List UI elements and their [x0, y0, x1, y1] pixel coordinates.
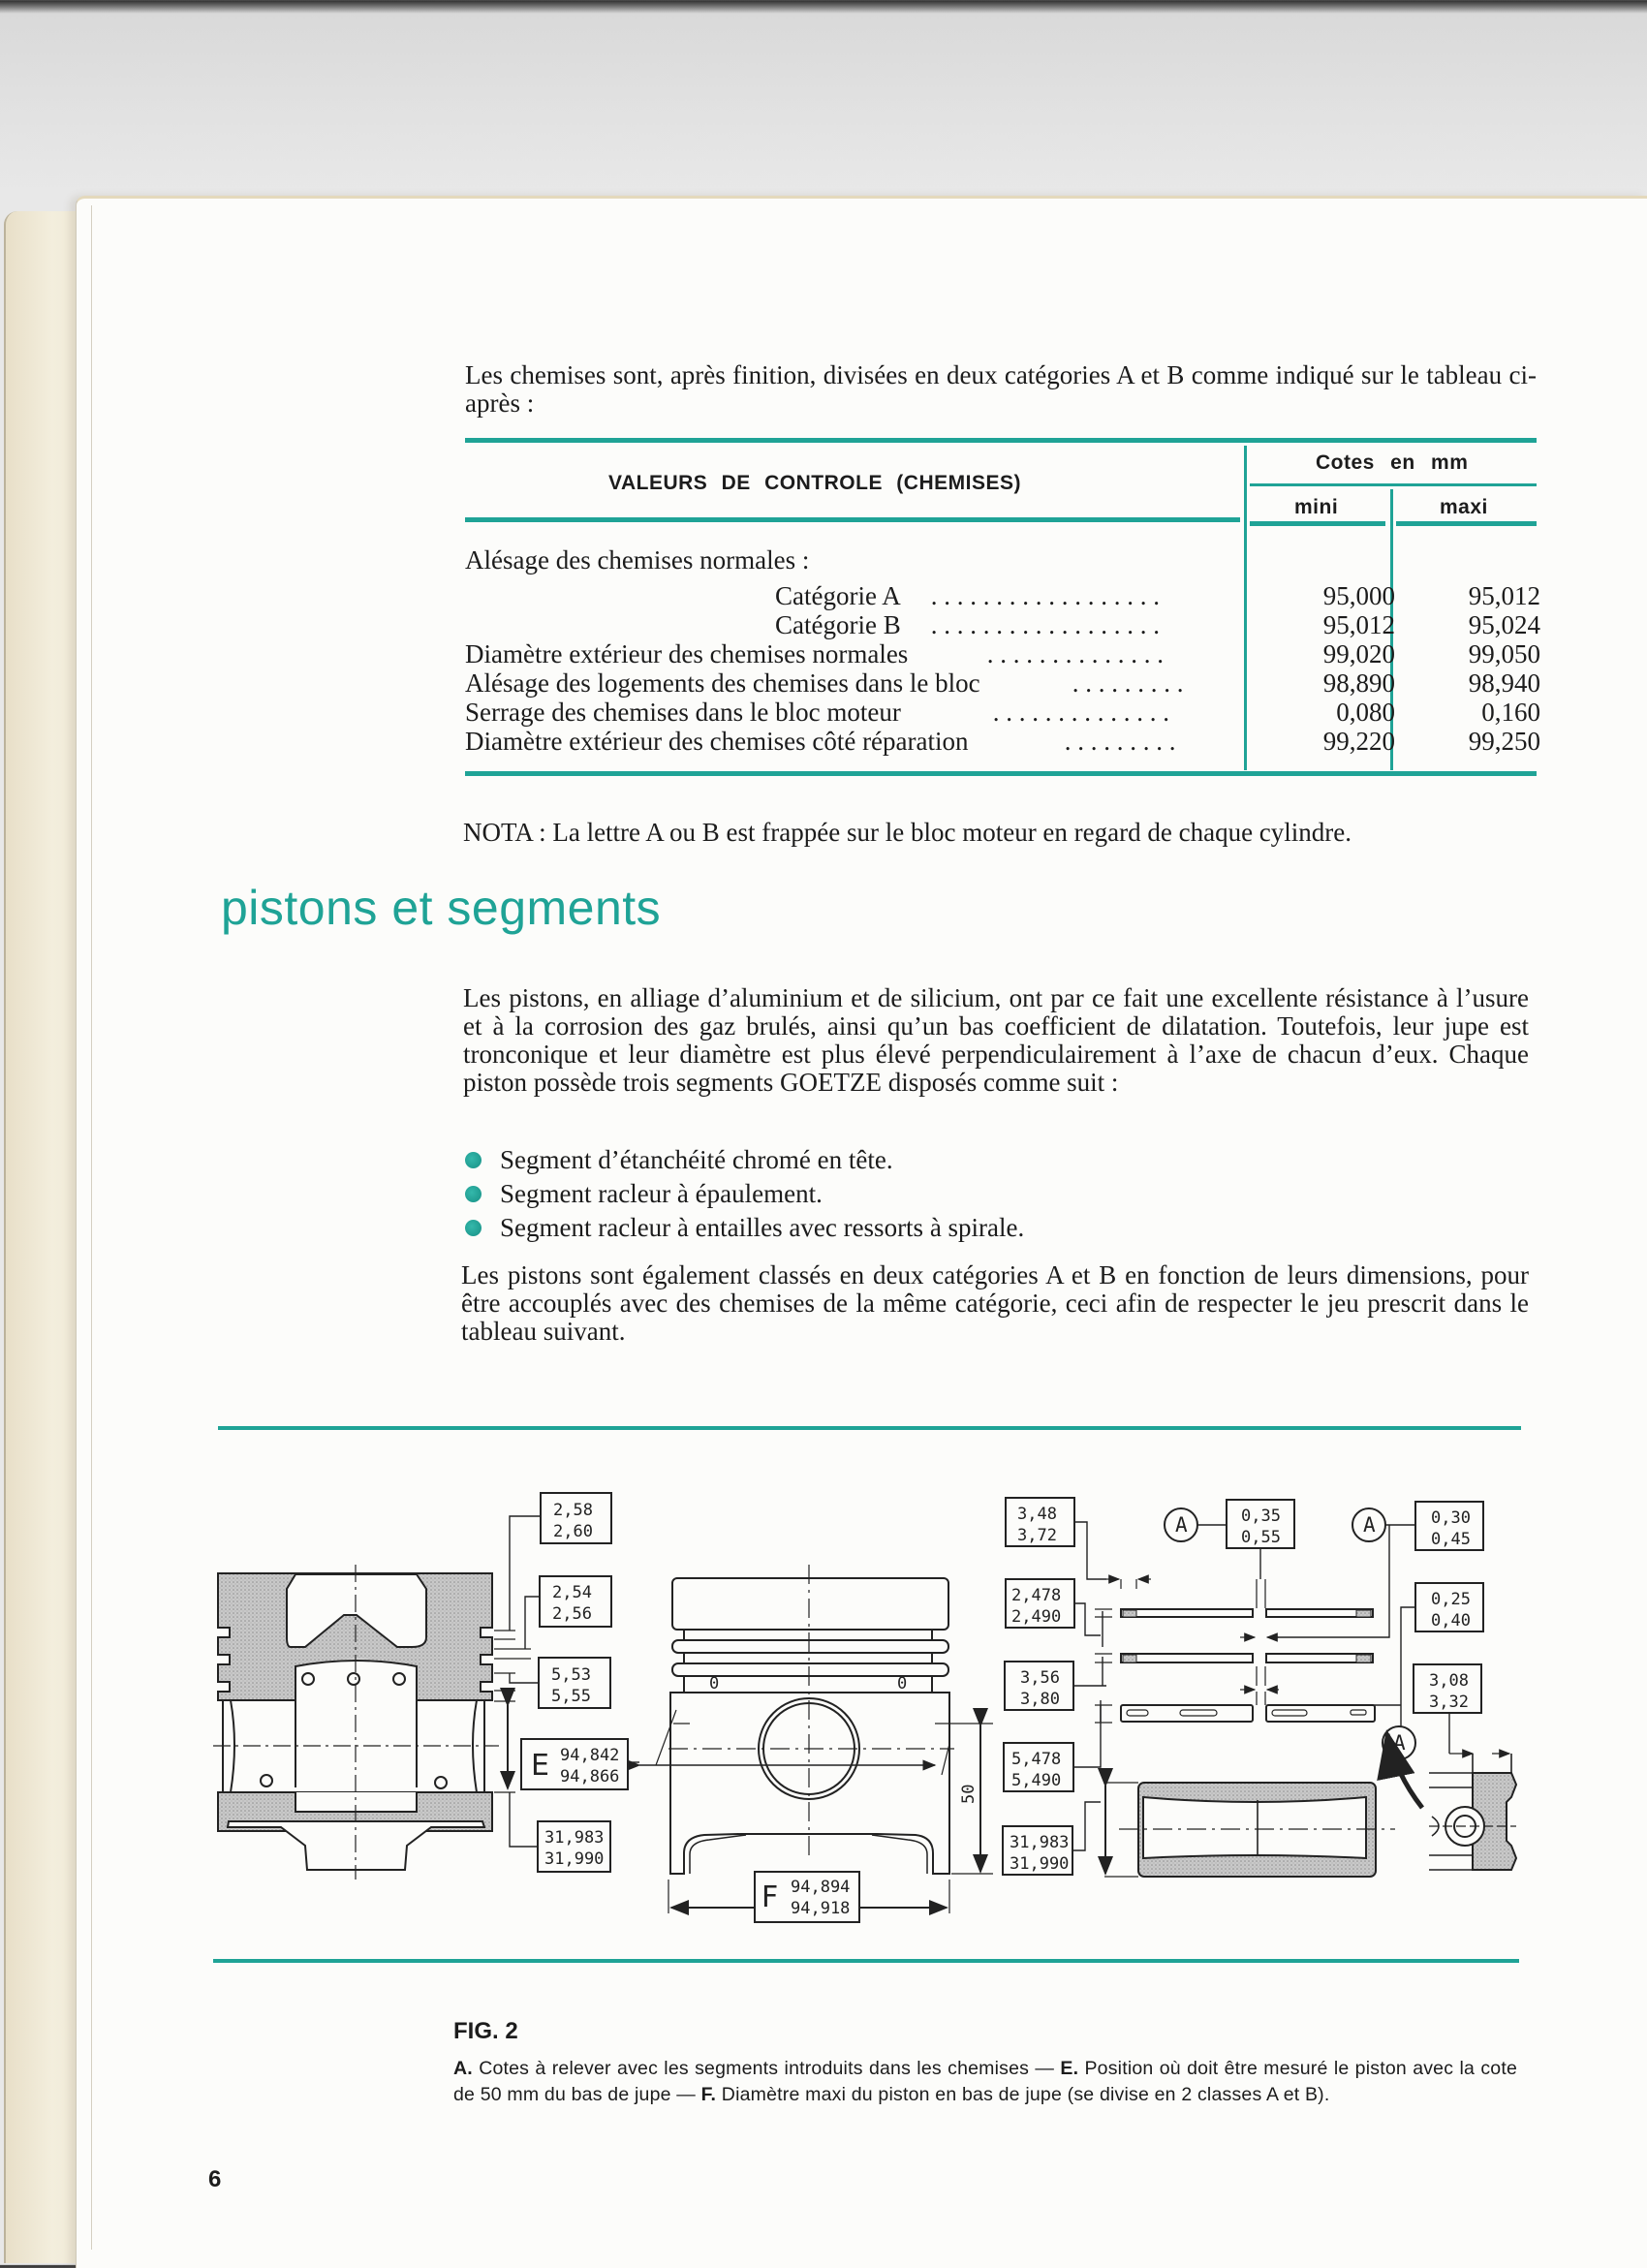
row-mini: 99,220 [1322, 727, 1395, 756]
intro-paragraph: Les chemises sont, après finition, divisées en deux catégories A et B comme indiqué sur le tableau ci-après : [465, 360, 1537, 418]
table-col-mini: mini [1294, 496, 1339, 518]
table-col-maxi: maxi [1440, 496, 1488, 518]
row-maxi: 99,050 [1468, 639, 1540, 668]
dim-ring-width-mid-min: 3,56 [1020, 1668, 1060, 1688]
pistons-paragraph: Les pistons, en alliage d’aluminium et de silicium, ont par ce fait une excellente résistance à l’usure et à la corrosion des gaz brulés, ainsi qu’un bas coefficient de dilatation. Toutefois, leur jupe est tronconique et leur diamètre est plus élevé perpendiculairement à l’axe de chacun d’eux. Chaque piston possède trois segments GOETZE disposés comme suit : [463, 983, 1529, 1097]
dim-gap-mid-min: 0,30 [1431, 1508, 1471, 1528]
figure-caption [453, 2056, 1517, 2108]
section-title: pistons et segments [221, 881, 662, 935]
dim-pin-bore-min: 31,983 [544, 1828, 605, 1848]
callout-A-3: A [1393, 1731, 1406, 1755]
dim-F-min: 94,894 [791, 1878, 851, 1897]
row-label: Catégorie B [775, 610, 901, 639]
caption-key-A: A. [453, 2058, 473, 2079]
segment-text: Segment racleur à épaulement. [500, 1179, 823, 1208]
leader-dots: . . . . . . . . . [1058, 727, 1176, 756]
dim-gap-mid-max: 0,45 [1431, 1530, 1471, 1549]
dim-ring-width-top-min: 3,48 [1017, 1505, 1057, 1524]
dim-pin-dia-max: 31,990 [1010, 1854, 1070, 1874]
figure-title: FIG. 2 [453, 2018, 518, 2044]
caption-key-F: F. [700, 2084, 717, 2105]
dim-ring-width-top-max: 3,72 [1017, 1526, 1057, 1545]
dim-groove2-min: 2,54 [552, 1583, 592, 1602]
dim-gap-top-max: 0,55 [1241, 1528, 1281, 1547]
group-label: Alésage des chemises normales : [465, 545, 810, 575]
row-maxi: 95,024 [1468, 610, 1540, 639]
row-mini: 98,890 [1322, 668, 1395, 698]
row-label: Serrage des chemises dans le bloc moteur [465, 698, 901, 727]
callout-A-1: A [1175, 1513, 1188, 1537]
classification-paragraph: Les pistons sont également classés en deux catégories A et B en fonction de leurs dimensions, pour être accouplés avec des chemises de la même catégorie, ceci afin de respecter le jeu prescrit dans le tableau suivant. [461, 1260, 1529, 1346]
row-label: Diamètre extérieur des chemises côté réparation [465, 727, 969, 756]
dim-groove3-min: 5,53 [551, 1665, 591, 1685]
dim-groove1-max: 2,60 [553, 1522, 593, 1541]
dim-gap-top-min: 0,35 [1241, 1507, 1281, 1526]
ring-mark-right: 0 [897, 1674, 908, 1693]
dim-E-min: 94,842 [560, 1746, 620, 1765]
dim-F-label: F [761, 1880, 779, 1914]
dim-E-max: 94,866 [560, 1767, 620, 1786]
row-maxi: 99,250 [1468, 727, 1540, 756]
caption-text-E: Position où doit être mesuré le piston avec la cote de 50 mm du bas de jupe — [453, 2058, 1517, 2105]
row-label: Alésage des logements des chemises dans le bloc [465, 668, 980, 698]
dim-ring-height-oil-min: 5,478 [1011, 1750, 1062, 1769]
dim-groove3-max: 5,55 [551, 1687, 591, 1706]
dim-groove1-min: 2,58 [553, 1501, 593, 1520]
nota-note: NOTA : La lettre A ou B est frappée sur le bloc moteur en regard de chaque cylindre. [463, 818, 1352, 847]
dim-width-oil-max: 3,32 [1429, 1693, 1469, 1712]
dim-F-max: 94,918 [791, 1899, 851, 1918]
piston-side-view [639, 1565, 993, 1922]
row-label: Diamètre extérieur des chemises normales [465, 639, 909, 668]
caption-text-A: Cotes à relever avec les segments introduits dans les chemises — [472, 2058, 1061, 2079]
dim-ring-height-oil-max: 5,490 [1011, 1771, 1062, 1790]
leader-dots: . . . . . . . . . . . . . . [986, 698, 1169, 727]
segment-text: Segment racleur à entailles avec ressorts à spirale. [500, 1213, 1025, 1242]
dim-ring-height-top-min: 2,478 [1011, 1586, 1062, 1605]
table-title: VALEURS DE CONTROLE (CHEMISES) [608, 472, 1021, 494]
dim-pin-dia-min: 31,983 [1010, 1833, 1070, 1852]
row-maxi: 98,940 [1468, 668, 1540, 698]
segment-text: Segment d’étanchéité chromé en tête. [500, 1145, 893, 1174]
dim-height-50: 50 [959, 1784, 979, 1804]
caption-text-F: Diamètre maxi du piston en bas de jupe (se divise en 2 classes A et B). [716, 2084, 1330, 2105]
dim-E-label: E [531, 1749, 549, 1783]
row-mini: 99,020 [1322, 639, 1395, 668]
dim-gap-oil-min: 0,25 [1431, 1590, 1471, 1609]
dim-gap-oil-max: 0,40 [1431, 1611, 1471, 1631]
row-mini: 0,080 [1336, 698, 1395, 727]
callout-A-2: A [1363, 1513, 1376, 1537]
row-maxi: 0,160 [1481, 698, 1540, 727]
caption-key-E: E. [1060, 2058, 1079, 2079]
table-units-header: Cotes en mm [1316, 451, 1469, 474]
page-number: 6 [208, 2166, 222, 2192]
row-mini: 95,000 [1322, 581, 1395, 610]
ring-mark-left: 0 [709, 1674, 720, 1693]
dim-groove2-max: 2,56 [552, 1604, 592, 1624]
leader-dots: . . . . . . . . . . . . . . . . . . [924, 610, 1160, 639]
row-mini: 95,012 [1322, 610, 1395, 639]
dim-ring-height-top-max: 2,490 [1011, 1607, 1062, 1627]
leader-dots: . . . . . . . . . . . . . . . . . . [924, 581, 1160, 610]
row-maxi: 95,012 [1468, 581, 1540, 610]
row-label: Catégorie A [775, 581, 901, 610]
leader-dots: . . . . . . . . . . . . . . [980, 639, 1164, 668]
dim-width-oil-min: 3,08 [1429, 1671, 1469, 1691]
dim-pin-bore-max: 31,990 [544, 1849, 605, 1869]
dim-ring-width-mid-max: 3,80 [1020, 1690, 1060, 1709]
leader-dots: . . . . . . . . . [1066, 668, 1184, 698]
